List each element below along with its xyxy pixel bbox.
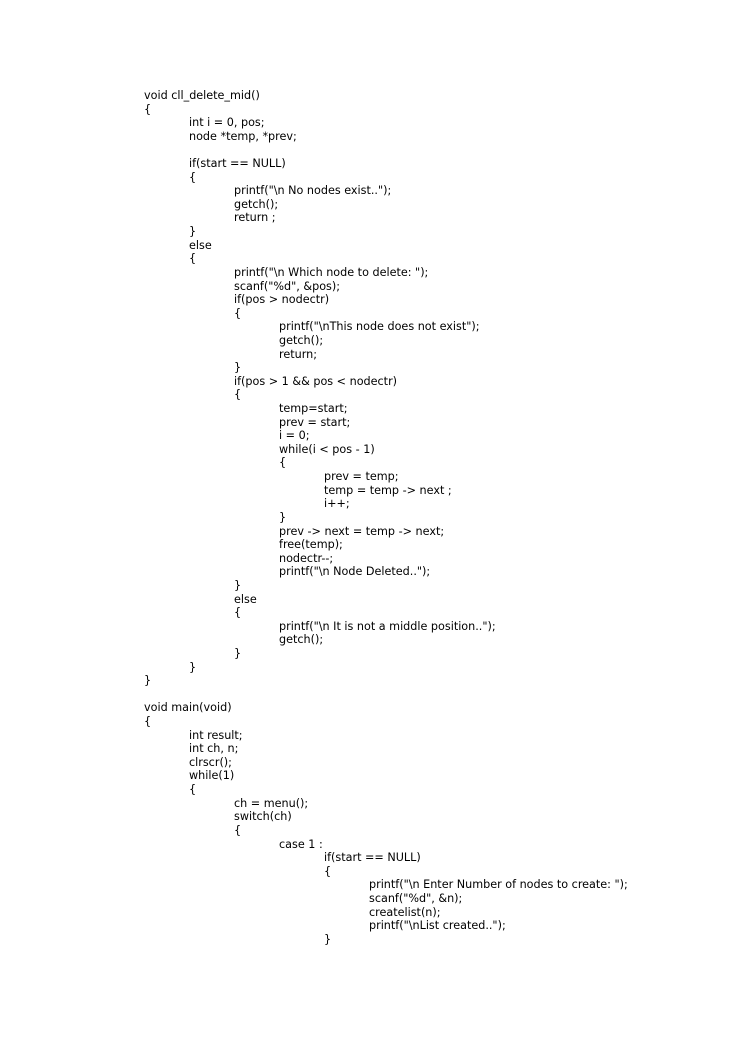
code-line: void main(void) <box>144 701 232 715</box>
code-line: { <box>234 606 242 620</box>
code-line: { <box>324 864 332 878</box>
code-line: createlist(n); <box>369 905 441 919</box>
code-line: return ; <box>234 211 276 225</box>
code-line: free(temp); <box>279 538 343 552</box>
code-line: } <box>324 932 332 946</box>
code-line: while(1) <box>189 769 235 783</box>
code-line: } <box>189 660 197 674</box>
code-line: switch(ch) <box>234 810 292 824</box>
code-line: getch(); <box>279 633 324 647</box>
code-line: printf("\n It is not a middle position.."); <box>279 619 496 633</box>
code-line: void cll_delete_mid() <box>144 89 260 102</box>
code-line: case 1 : <box>279 837 323 851</box>
code-line: getch(); <box>234 197 279 211</box>
code-line: temp = temp -> next ; <box>324 483 452 497</box>
code-line: if(start == NULL) <box>189 157 286 171</box>
code-line: if(pos > 1 && pos < nodectr) <box>234 374 398 388</box>
code-line: { <box>189 783 197 797</box>
code-line: int i = 0, pos; <box>189 116 265 130</box>
code-line: printf("\n Node Deleted.."); <box>279 565 431 579</box>
code-line: { <box>144 102 152 116</box>
code-line: prev = temp; <box>324 470 399 484</box>
code-line: printf("\nList created.."); <box>369 919 506 933</box>
code-line: getch(); <box>279 333 324 347</box>
code-line: { <box>279 456 287 470</box>
code-line: } <box>234 361 242 375</box>
code-line: int ch, n; <box>189 742 239 756</box>
code-line: { <box>144 715 152 729</box>
code-line: if(start == NULL) <box>324 851 421 865</box>
code-line: } <box>234 578 242 592</box>
code-line: printf("\n Which node to delete: "); <box>234 265 429 279</box>
code-line: temp=start; <box>279 402 348 416</box>
code-line: { <box>189 252 197 266</box>
code-line: } <box>279 510 287 524</box>
code-line: { <box>189 170 197 184</box>
code-line: else <box>189 238 212 252</box>
code-line: return; <box>279 347 317 361</box>
code-line: prev -> next = temp -> next; <box>279 524 445 538</box>
code-line: printf("\n Enter Number of nodes to create: "); <box>369 878 628 892</box>
code-line: i = 0; <box>279 429 310 443</box>
code-line: int result; <box>189 728 243 742</box>
code-line: scanf("%d", &n); <box>369 891 463 905</box>
code-line: if(pos > nodectr) <box>234 293 330 307</box>
code-line: ch = menu(); <box>234 796 309 810</box>
code-line: prev = start; <box>279 415 351 429</box>
code-line: { <box>234 388 242 402</box>
code-line: node *temp, *prev; <box>189 129 297 143</box>
code-line: } <box>234 646 242 660</box>
code-line: { <box>234 306 242 320</box>
code-listing <box>144 89 734 946</box>
code-line: i++; <box>324 497 350 511</box>
code-line <box>144 688 734 702</box>
code-line <box>144 143 734 157</box>
code-line: printf("\n No nodes exist.."); <box>234 184 392 198</box>
code-line: nodectr--; <box>279 551 334 565</box>
code-line: else <box>234 592 257 606</box>
code-line: scanf("%d", &pos); <box>234 279 340 293</box>
code-line: { <box>234 823 242 837</box>
code-line: } <box>144 674 152 688</box>
code-line: clrscr(); <box>189 755 232 769</box>
code-line: printf("\nThis node does not exist"); <box>279 320 480 334</box>
code-line: } <box>189 225 197 239</box>
code-line: while(i < pos - 1) <box>279 442 375 456</box>
